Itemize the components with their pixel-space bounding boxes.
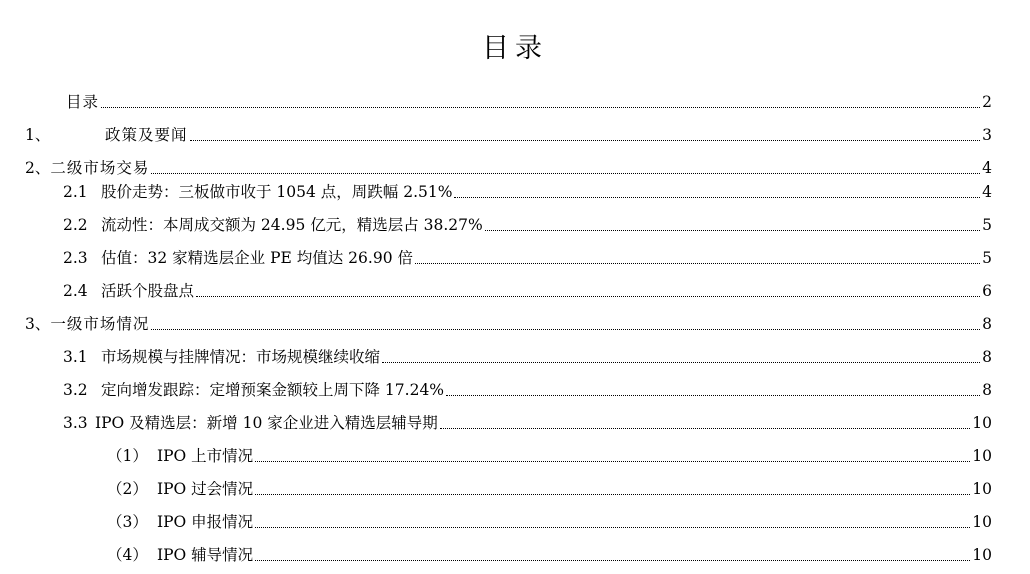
toc-entry-page: 5: [982, 249, 992, 267]
toc-entry-label: 一级市场情况: [50, 315, 150, 333]
toc-entry-page: 8: [982, 381, 992, 399]
toc-leader-dots: [255, 494, 970, 495]
toc-leader-dots: [151, 329, 980, 330]
toc-entry-page: 10: [972, 480, 992, 498]
toc-leader-dots: [446, 395, 980, 396]
toc-entry-3-3[interactable]: [63, 409, 992, 433]
toc-entry-label: 定向增发跟踪：定增预案金额较上周下降 17.24%: [101, 381, 445, 399]
toc-leader-dots: [255, 461, 970, 462]
toc-entry-ipo-approval[interactable]: [107, 475, 992, 499]
toc-entry-label: 股价走势：三板做市收于 1054 点，周跌幅 2.51%: [101, 183, 453, 201]
toc-entry-2-3[interactable]: [63, 244, 992, 268]
toc-entry-3[interactable]: [25, 310, 992, 334]
toc-entry-label: 估值：32 家精选层企业 PE 均值达 26.90 倍: [101, 249, 413, 267]
toc-entry-label: IPO 申报情况: [157, 513, 254, 531]
toc-entry-2-4[interactable]: [63, 277, 992, 301]
toc-entry-label: 目录: [66, 93, 100, 111]
toc-entry-page: 10: [972, 546, 992, 564]
toc-entry-page: 5: [982, 216, 992, 234]
toc-entry-page: 10: [972, 414, 992, 432]
toc-entry-page: 6: [982, 282, 992, 300]
toc-leader-dots: [255, 527, 970, 528]
toc-entry-ipo-tutoring[interactable]: [107, 541, 992, 565]
toc-entry-label: 二级市场交易: [50, 159, 150, 177]
toc-entry-ipo-filing[interactable]: [107, 508, 992, 532]
toc-entry-page: 4: [982, 159, 992, 177]
toc-entry-page: 10: [972, 447, 992, 465]
page-title: 目录: [482, 33, 548, 64]
toc-entry-contents[interactable]: [66, 88, 992, 112]
toc-entry-2[interactable]: [25, 154, 992, 178]
toc-leader-dots: [190, 140, 981, 141]
toc-leader-dots: [415, 263, 980, 264]
toc-leader-dots: [255, 560, 970, 561]
toc-entry-label: IPO 过会情况: [157, 480, 254, 498]
toc-entry-page: 8: [982, 315, 992, 333]
toc-entry-1[interactable]: [25, 121, 992, 145]
toc-entry-number: 2.3: [63, 249, 88, 267]
toc-leader-dots: [101, 107, 980, 108]
toc-entry-page: 10: [972, 513, 992, 531]
toc-entry-number: （1）: [107, 447, 148, 465]
toc-entry-number: 3.2: [63, 381, 88, 399]
toc-entry-3-2[interactable]: [63, 376, 992, 400]
toc-entry-label: 政策及要闻: [105, 126, 188, 144]
toc-leader-dots: [196, 296, 980, 297]
toc-entry-number: 2.4: [63, 282, 88, 300]
toc-entry-number: （4）: [107, 546, 148, 564]
toc-entry-label: IPO 上市情况: [157, 447, 254, 465]
toc-leader-dots: [440, 428, 971, 429]
toc-entry-3-1[interactable]: [63, 343, 992, 367]
toc-entry-label: IPO 辅导情况: [157, 546, 254, 564]
toc-entry-page: 8: [982, 348, 992, 366]
toc-entry-number: 2.1: [63, 183, 88, 201]
toc-entry-page: 3: [982, 126, 992, 144]
toc-leader-dots: [485, 230, 980, 231]
toc-entry-page: 2: [982, 93, 992, 111]
toc-entry-number: 1、: [25, 126, 51, 144]
toc-entry-number: （3）: [107, 513, 148, 531]
toc-entry-ipo-listing[interactable]: [107, 442, 992, 466]
toc-entry-2-1[interactable]: [63, 178, 992, 202]
toc-entry-number: 3、: [25, 315, 51, 333]
toc-leader-dots: [151, 173, 980, 174]
toc-entry-number: （2）: [107, 480, 148, 498]
toc-entry-label: 流动性：本周成交额为 24.95 亿元，精选层占 38.27%: [101, 216, 483, 234]
toc-entry-label: IPO 及精选层：新增 10 家企业进入精选层辅导期: [95, 414, 438, 432]
toc-entry-number: 3.3: [63, 414, 88, 432]
toc-entry-label: 活跃个股盘点: [101, 282, 195, 300]
toc-leader-dots: [454, 197, 980, 198]
toc-entry-page: 4: [982, 183, 992, 201]
toc-entry-number: 2、: [25, 159, 51, 177]
toc-entry-number: 3.1: [63, 348, 88, 366]
toc-entry-number: 2.2: [63, 216, 88, 234]
toc-entry-2-2[interactable]: [63, 211, 992, 235]
toc-entry-label: 市场规模与挂牌情况：市场规模继续收缩: [101, 348, 381, 366]
toc-leader-dots: [382, 362, 980, 363]
